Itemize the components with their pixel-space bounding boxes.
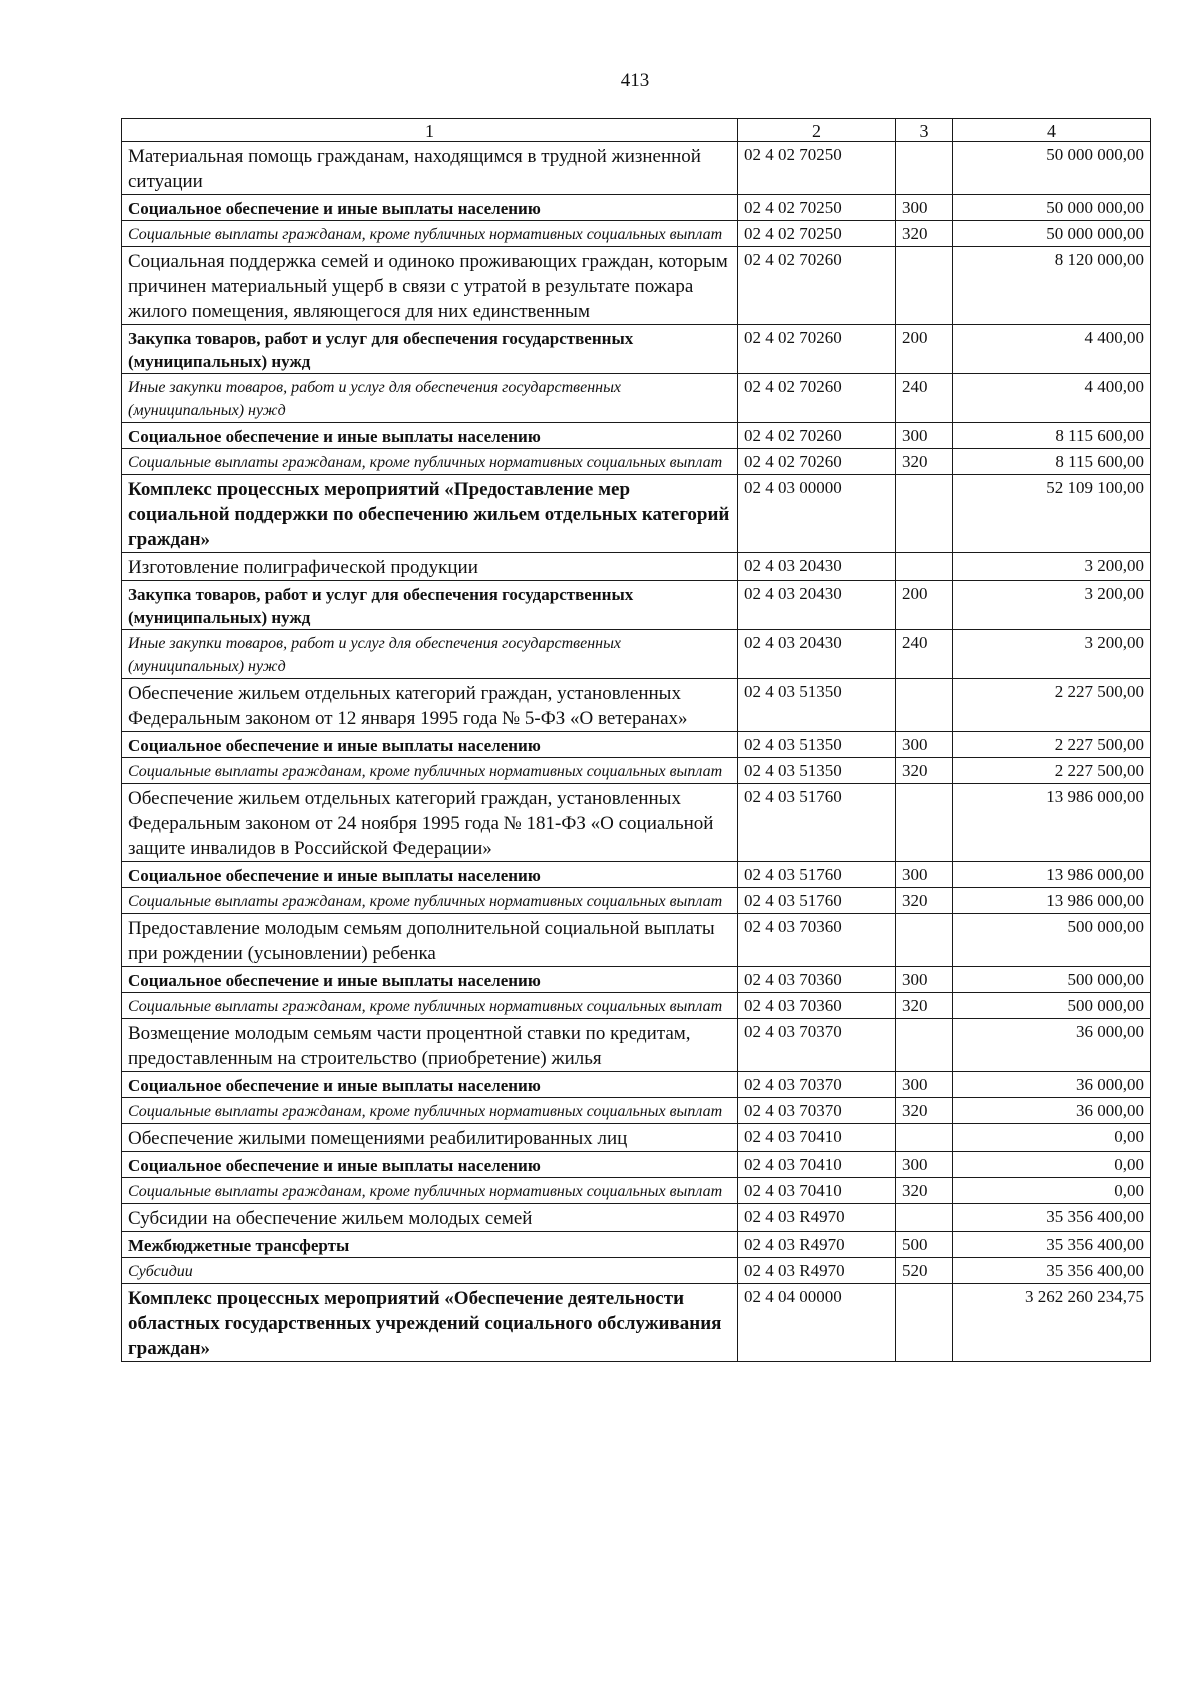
row-expense-type-cell	[896, 475, 953, 553]
row-amount-cell: 8 115 600,00	[953, 449, 1151, 475]
row-amount-cell: 3 200,00	[953, 553, 1151, 581]
row-code-cell: 02 4 03 70370	[738, 1098, 896, 1124]
table-row	[122, 784, 1151, 862]
row-name-cell: Социальное обеспечение и иные выплаты населению	[122, 732, 738, 758]
budget-table	[121, 118, 1151, 1362]
row-amount-cell: 36 000,00	[953, 1019, 1151, 1072]
row-expense-type-cell: 300	[896, 1072, 953, 1098]
row-expense-type-cell: 520	[896, 1258, 953, 1284]
row-code-cell: 02 4 03 70410	[738, 1124, 896, 1152]
table-row	[122, 325, 1151, 374]
row-expense-type-cell: 300	[896, 732, 953, 758]
row-code-cell: 02 4 03 51350	[738, 758, 896, 784]
row-name-cell: Иные закупки товаров, работ и услуг для обеспечения государственных (муниципальных) нужд	[122, 630, 738, 679]
row-code-cell: 02 4 03 R4970	[738, 1232, 896, 1258]
table-row	[122, 914, 1151, 967]
row-name-cell: Социальное обеспечение и иные выплаты населению	[122, 862, 738, 888]
row-code-cell: 02 4 02 70250	[738, 142, 896, 195]
row-code-cell: 02 4 02 70260	[738, 247, 896, 325]
row-expense-type-cell	[896, 553, 953, 581]
row-name-cell: Социальное обеспечение и иные выплаты населению	[122, 423, 738, 449]
table-row	[122, 1124, 1151, 1152]
table-row	[122, 1258, 1151, 1284]
row-code-cell: 02 4 02 70260	[738, 423, 896, 449]
row-amount-cell: 36 000,00	[953, 1072, 1151, 1098]
row-expense-type-cell: 320	[896, 993, 953, 1019]
row-amount-cell: 2 227 500,00	[953, 758, 1151, 784]
row-amount-cell: 35 356 400,00	[953, 1204, 1151, 1232]
row-name-cell: Предоставление молодым семьям дополнительной социальной выплаты при рождении (усыновлении) ребенка	[122, 914, 738, 967]
row-code-cell: 02 4 03 70360	[738, 914, 896, 967]
table-row	[122, 1152, 1151, 1178]
table-row	[122, 758, 1151, 784]
row-name-cell: Иные закупки товаров, работ и услуг для обеспечения государственных (муниципальных) нужд	[122, 374, 738, 423]
table-row	[122, 732, 1151, 758]
page-number: 413	[620, 70, 650, 91]
row-code-cell: 02 4 03 70410	[738, 1152, 896, 1178]
table-row	[122, 1232, 1151, 1258]
row-expense-type-cell: 320	[896, 888, 953, 914]
table-row	[122, 1284, 1151, 1362]
row-expense-type-cell	[896, 247, 953, 325]
column-header-1: 1	[122, 119, 738, 142]
row-name-cell: Социальное обеспечение и иные выплаты населению	[122, 195, 738, 221]
row-amount-cell: 4 400,00	[953, 374, 1151, 423]
row-code-cell: 02 4 02 70260	[738, 325, 896, 374]
row-code-cell: 02 4 03 70360	[738, 967, 896, 993]
row-code-cell: 02 4 03 R4970	[738, 1204, 896, 1232]
table-row	[122, 195, 1151, 221]
row-name-cell: Субсидии	[122, 1258, 738, 1284]
row-name-cell: Социальное обеспечение и иные выплаты населению	[122, 1152, 738, 1178]
row-expense-type-cell	[896, 784, 953, 862]
row-name-cell: Социальное обеспечение и иные выплаты населению	[122, 967, 738, 993]
row-expense-type-cell	[896, 1284, 953, 1362]
row-amount-cell: 50 000 000,00	[953, 142, 1151, 195]
row-amount-cell: 2 227 500,00	[953, 679, 1151, 732]
row-code-cell: 02 4 03 70360	[738, 993, 896, 1019]
row-amount-cell: 13 986 000,00	[953, 784, 1151, 862]
table-row	[122, 423, 1151, 449]
row-name-cell: Социальные выплаты гражданам, кроме публичных нормативных социальных выплат	[122, 221, 738, 247]
row-code-cell: 02 4 03 20430	[738, 553, 896, 581]
row-expense-type-cell	[896, 914, 953, 967]
row-expense-type-cell	[896, 1124, 953, 1152]
table-row	[122, 862, 1151, 888]
row-amount-cell: 2 227 500,00	[953, 732, 1151, 758]
row-amount-cell: 4 400,00	[953, 325, 1151, 374]
row-code-cell: 02 4 03 51760	[738, 862, 896, 888]
row-code-cell: 02 4 03 70370	[738, 1019, 896, 1072]
column-header-2: 2	[738, 119, 896, 142]
row-amount-cell: 13 986 000,00	[953, 862, 1151, 888]
row-name-cell: Социальные выплаты гражданам, кроме публичных нормативных социальных выплат	[122, 993, 738, 1019]
table-body	[122, 142, 1151, 1362]
row-code-cell: 02 4 03 20430	[738, 630, 896, 679]
row-expense-type-cell: 300	[896, 1152, 953, 1178]
row-amount-cell: 35 356 400,00	[953, 1232, 1151, 1258]
table-row	[122, 1204, 1151, 1232]
table-row	[122, 449, 1151, 475]
row-name-cell: Межбюджетные трансферты	[122, 1232, 738, 1258]
row-expense-type-cell	[896, 1019, 953, 1072]
row-amount-cell: 500 000,00	[953, 993, 1151, 1019]
row-code-cell: 02 4 03 70410	[738, 1178, 896, 1204]
row-name-cell: Обеспечение жильем отдельных категорий граждан, установленных Федеральным законом от 12 января 1995 года № 5-ФЗ «О ветеранах»	[122, 679, 738, 732]
row-code-cell: 02 4 03 00000	[738, 475, 896, 553]
row-amount-cell: 0,00	[953, 1124, 1151, 1152]
row-expense-type-cell: 300	[896, 967, 953, 993]
row-code-cell: 02 4 02 70260	[738, 449, 896, 475]
row-expense-type-cell: 240	[896, 630, 953, 679]
table-row	[122, 1019, 1151, 1072]
table-row	[122, 1098, 1151, 1124]
row-code-cell: 02 4 03 51760	[738, 784, 896, 862]
row-amount-cell: 0,00	[953, 1152, 1151, 1178]
row-amount-cell: 50 000 000,00	[953, 195, 1151, 221]
row-amount-cell: 3 200,00	[953, 581, 1151, 630]
row-name-cell: Обеспечение жилыми помещениями реабилитированных лиц	[122, 1124, 738, 1152]
table-row	[122, 1072, 1151, 1098]
table-row	[122, 475, 1151, 553]
row-code-cell: 02 4 03 R4970	[738, 1258, 896, 1284]
row-name-cell: Комплекс процессных мероприятий «Обеспечение деятельности областных государственных учреждений социального обслуживания граждан»	[122, 1284, 738, 1362]
table-row	[122, 581, 1151, 630]
row-code-cell: 02 4 04 00000	[738, 1284, 896, 1362]
row-expense-type-cell: 320	[896, 758, 953, 784]
row-name-cell: Социальные выплаты гражданам, кроме публичных нормативных социальных выплат	[122, 888, 738, 914]
row-expense-type-cell: 320	[896, 1178, 953, 1204]
table-row	[122, 679, 1151, 732]
row-name-cell: Социальная поддержка семей и одиноко проживающих граждан, которым причинен материальный ущерб в связи с утратой в результате пожара жилого помещения, являющегося для них единственным	[122, 247, 738, 325]
table-row	[122, 247, 1151, 325]
row-expense-type-cell: 200	[896, 325, 953, 374]
row-name-cell: Комплекс процессных мероприятий «Предоставление мер социальной поддержки по обеспечению жильем отдельных категорий граждан»	[122, 475, 738, 553]
row-name-cell: Субсидии на обеспечение жильем молодых семей	[122, 1204, 738, 1232]
row-expense-type-cell	[896, 679, 953, 732]
row-name-cell: Обеспечение жильем отдельных категорий граждан, установленных Федеральным законом от 24 ноября 1995 года № 181-ФЗ «О социальной защите инвалидов в Российской Федерации»	[122, 784, 738, 862]
column-header-4: 4	[953, 119, 1151, 142]
row-name-cell: Социальные выплаты гражданам, кроме публичных нормативных социальных выплат	[122, 1178, 738, 1204]
row-expense-type-cell: 200	[896, 581, 953, 630]
table-row	[122, 142, 1151, 195]
row-amount-cell: 8 120 000,00	[953, 247, 1151, 325]
row-amount-cell: 500 000,00	[953, 967, 1151, 993]
row-amount-cell: 3 200,00	[953, 630, 1151, 679]
column-header-3: 3	[896, 119, 953, 142]
row-amount-cell: 50 000 000,00	[953, 221, 1151, 247]
row-code-cell: 02 4 03 51350	[738, 679, 896, 732]
table-header-row	[122, 119, 1151, 142]
row-amount-cell: 0,00	[953, 1178, 1151, 1204]
row-expense-type-cell: 320	[896, 221, 953, 247]
row-expense-type-cell: 300	[896, 862, 953, 888]
row-expense-type-cell: 320	[896, 449, 953, 475]
row-expense-type-cell	[896, 142, 953, 195]
row-name-cell: Закупка товаров, работ и услуг для обеспечения государственных (муниципальных) нужд	[122, 581, 738, 630]
table-row	[122, 967, 1151, 993]
row-name-cell: Закупка товаров, работ и услуг для обеспечения государственных (муниципальных) нужд	[122, 325, 738, 374]
row-expense-type-cell: 300	[896, 423, 953, 449]
row-amount-cell: 36 000,00	[953, 1098, 1151, 1124]
row-amount-cell: 35 356 400,00	[953, 1258, 1151, 1284]
row-expense-type-cell: 500	[896, 1232, 953, 1258]
table-row	[122, 630, 1151, 679]
row-amount-cell: 52 109 100,00	[953, 475, 1151, 553]
row-code-cell: 02 4 03 70370	[738, 1072, 896, 1098]
row-name-cell: Социальные выплаты гражданам, кроме публичных нормативных социальных выплат	[122, 758, 738, 784]
row-name-cell: Социальные выплаты гражданам, кроме публичных нормативных социальных выплат	[122, 449, 738, 475]
row-amount-cell: 3 262 260 234,75	[953, 1284, 1151, 1362]
table-row	[122, 993, 1151, 1019]
row-code-cell: 02 4 03 51760	[738, 888, 896, 914]
row-code-cell: 02 4 03 20430	[738, 581, 896, 630]
row-name-cell: Материальная помощь гражданам, находящимся в трудной жизненной ситуации	[122, 142, 738, 195]
row-amount-cell: 500 000,00	[953, 914, 1151, 967]
row-name-cell: Социальные выплаты гражданам, кроме публичных нормативных социальных выплат	[122, 1098, 738, 1124]
row-expense-type-cell	[896, 1204, 953, 1232]
row-amount-cell: 13 986 000,00	[953, 888, 1151, 914]
table-row	[122, 1178, 1151, 1204]
row-code-cell: 02 4 02 70250	[738, 221, 896, 247]
row-amount-cell: 8 115 600,00	[953, 423, 1151, 449]
row-expense-type-cell: 320	[896, 1098, 953, 1124]
row-expense-type-cell: 240	[896, 374, 953, 423]
row-name-cell: Изготовление полиграфической продукции	[122, 553, 738, 581]
row-name-cell: Социальное обеспечение и иные выплаты населению	[122, 1072, 738, 1098]
table-row	[122, 221, 1151, 247]
table-row	[122, 374, 1151, 423]
row-code-cell: 02 4 02 70250	[738, 195, 896, 221]
table-row	[122, 553, 1151, 581]
row-code-cell: 02 4 02 70260	[738, 374, 896, 423]
table-row	[122, 888, 1151, 914]
row-name-cell: Возмещение молодым семьям части процентной ставки по кредитам, предоставленным на строительство (приобретение) жилья	[122, 1019, 738, 1072]
row-code-cell: 02 4 03 51350	[738, 732, 896, 758]
row-expense-type-cell: 300	[896, 195, 953, 221]
